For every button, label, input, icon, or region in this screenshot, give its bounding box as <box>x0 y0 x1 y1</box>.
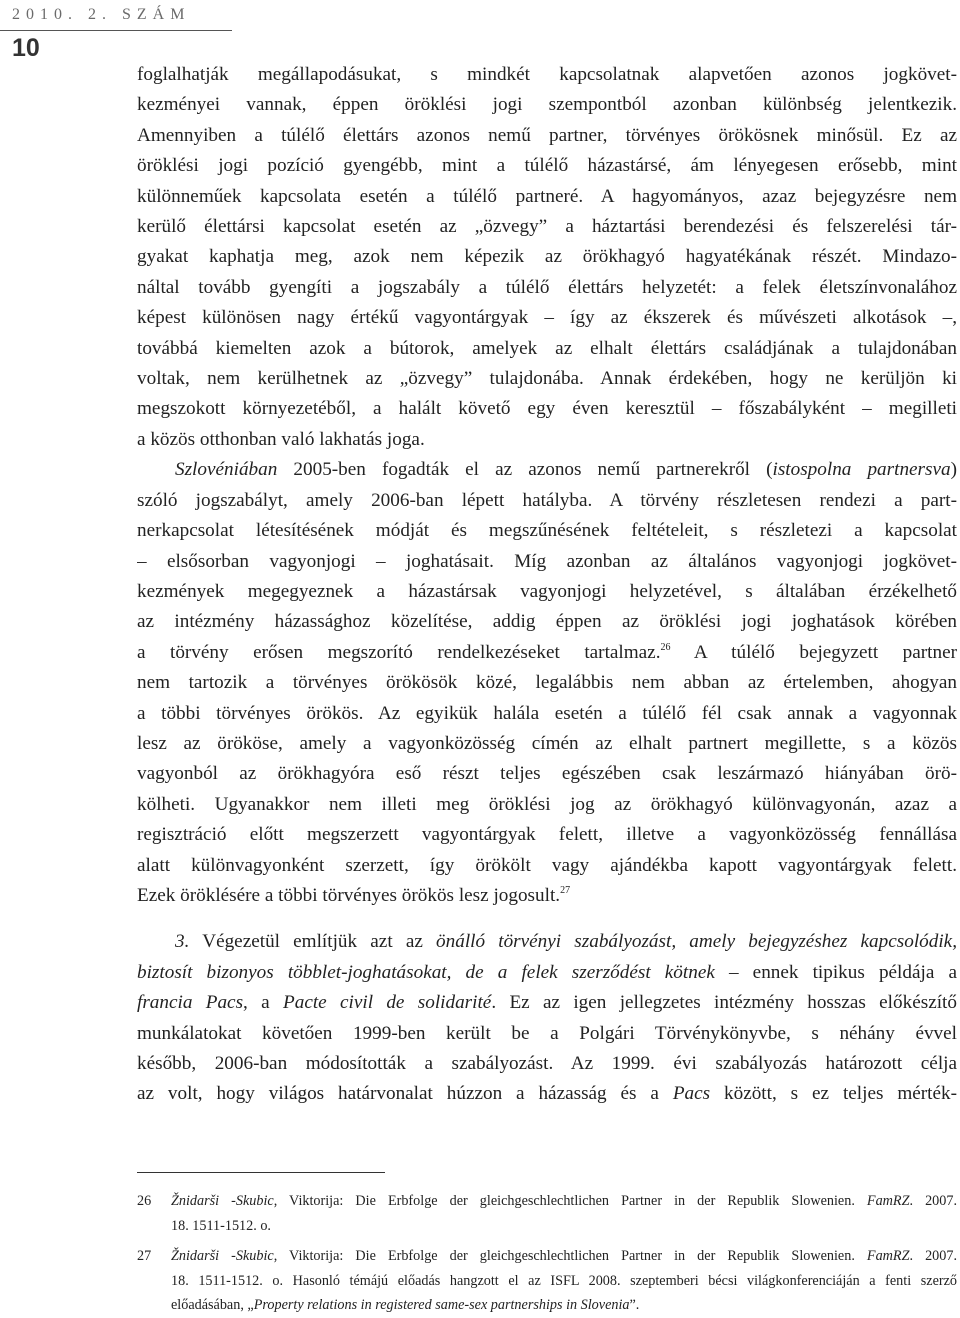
author-name: Žnidarši -Skubic <box>171 1193 274 1209</box>
emphasis: biztosít bizonyos többlet-joghatásokat, de a felek szerződést kötnek <box>137 961 715 983</box>
text-line: a többi törvényes örökös. Az egyikük halála esetén a túlélő fél csak annak a vagyonnak <box>137 702 957 724</box>
text-line: képest különösen nagy értékű vagyontárgyak – így az ékszerek és művészeti alkotások –, <box>137 307 957 329</box>
journal-name: FamRZ <box>866 1248 910 1265</box>
text-run: 2005-ben fogadták el az azonos nemű partnerekről ( <box>277 459 773 481</box>
text-line: nerkapcsolat létesítésének módját és megszűnésének feltételeit, s részletezi a kapcsolat <box>137 520 957 542</box>
text-line: lesz az örököse, amely a vagyonközösség címén az elhalt partnert megillette, s a közös <box>137 732 957 754</box>
footnote-27 <box>137 1244 957 1318</box>
text-run: – ennek tipikus példája a <box>714 961 957 983</box>
text-run: az volt, hogy világos határvonalat húzzon a házasság és a <box>137 1083 673 1105</box>
text-line <box>137 638 957 668</box>
text-run: . Ez az igen jellegzetes intézmény hosszas előkészítő <box>491 992 957 1014</box>
footnote-line <box>171 1293 957 1318</box>
text-run: Végezetül említjük azt az <box>189 931 437 953</box>
text-line <box>137 988 957 1018</box>
presentation-title: Property relations in registered same-sex partnerships in Slovenia <box>253 1297 630 1314</box>
main-text <box>137 60 957 1110</box>
text-run: A túlélő bejegyzett partner <box>670 641 957 663</box>
text-run: ”. <box>629 1297 640 1314</box>
running-head: 2010. 2. SZÁM <box>12 6 191 23</box>
text-line: foglalhatják megállapodásukat, s mindkét kapcsolatnak alapvetően azonos jogkövet- <box>137 64 957 85</box>
text-run: , a <box>243 992 283 1014</box>
paragraph-2 <box>137 455 957 911</box>
text-line: alatt különvagyonként szerzett, így örökölt vagy ajándékba kapott vagyontárgyak felett. <box>137 854 957 876</box>
foreign-term: istospolna partnersva <box>772 459 951 481</box>
text-run: ) <box>950 459 957 481</box>
text-run: . 2007. <box>909 1248 957 1265</box>
emphasis: önálló törvényi szabályozást, amely bejegyzéshez kapcsolódik, <box>436 931 957 953</box>
text-line: kezmények megegyeznek a házastársak vagyonjogi helyzetével, s általában érzékelhető <box>137 580 957 602</box>
paragraph-3 <box>137 927 957 1109</box>
text-run: , Viktorija: Die Erbfolge der gleichgeschlechtlichen Partner in der Republik Slowenien. <box>273 1193 867 1209</box>
footnote-line: 18. 1511-1512. o. <box>171 1217 271 1234</box>
text-run: Ezek öröklésére a többi törvényes örökös lesz jogosult. <box>137 884 561 906</box>
text-line: a közös otthonban való lakhatás joga. <box>137 428 425 450</box>
header-rule <box>0 30 232 31</box>
text-run: , Viktorija: Die Erbfolge der gleichgeschlechtlichen Partner in der Republik Slowenien. <box>273 1248 867 1265</box>
paragraph-gap <box>137 911 957 927</box>
text-run: előadásában, „ <box>171 1297 254 1314</box>
text-line: továbbá kiemelten azok a bútorok, amelyek az elhalt élettárs családjának a tulajdonában <box>137 337 957 359</box>
text-line: munkálatokat követően 1999-ben került be a Polgári Törvénykönyvbe, s néhány évvel <box>137 1022 957 1044</box>
text-line: az intézmény házassághoz közelítése, addig éppen az öröklési jogi joghatások körében <box>137 611 957 633</box>
text-line: szóló jogszabályt, amely 2006-ban lépett hatályba. A törvény részletesen rendezi a part- <box>137 489 957 511</box>
text-run: a törvény erősen megszorító rendelkezéseket tartalmaz. <box>137 641 661 663</box>
text-line: öröklési jogi pozíció gyengébb, mint a túlélő házastársé, ám lényegesen erősebb, mint <box>137 155 957 177</box>
text-line: kerülő élettársi kapcsolat esetén az „özvegy” a háztartási berendezési és felszerelési tár- <box>137 216 957 238</box>
footnote-ref-27[interactable]: 27 <box>560 884 571 896</box>
journal-name: FamRZ <box>866 1193 910 1209</box>
emphasis: Pacs <box>672 1083 711 1105</box>
text-line: nem tartozik a törvényes örökösök közé, legalábbis nem abban az értelemben, ahogyan <box>137 672 957 694</box>
text-line <box>137 927 957 957</box>
footnote-ref-26[interactable]: 26 <box>660 641 671 653</box>
footnote-rule <box>137 1172 385 1173</box>
footnote-number: 27 <box>137 1248 152 1265</box>
footnote-line <box>171 1189 957 1214</box>
page-number: 10 <box>12 34 40 62</box>
text-run: között, s ez teljes mérték- <box>710 1083 957 1105</box>
emphasis: Pacte civil de solidarité <box>283 992 492 1014</box>
text-line: náltal tovább gyengíti a jogszabály a túlélő élettárs helyzetét: a felek életszínvonalához <box>137 276 957 298</box>
text-run: . 2007. <box>909 1193 957 1209</box>
text-line <box>137 455 957 485</box>
paragraph-1 <box>137 60 957 455</box>
text-line: vagyonból az örökhagyóra eső részt teljes egészében csak leszármazó hiányában örö- <box>137 763 957 785</box>
footnote-line: 18. 1511-1512. o. Hasonló témájú előadás hangzott el az ISFL 2008. szeptemberi bécsi világkonferenciáján a fenti szerző <box>171 1272 957 1289</box>
footnote-number: 26 <box>137 1193 152 1209</box>
text-line: voltak, nem kerülhetnek az „özvegy” tulajdonába. Annak érdekében, hogy ne kerüljön ki <box>137 368 957 390</box>
text-line: kölheti. Ugyanakkor nem illeti meg öröklési jog az örökhagyó különvagyonán, azaz a <box>137 793 957 815</box>
text-line <box>137 881 957 911</box>
text-line: – elsősorban vagyonjogi – joghatásait. Míg azonban az általános vagyonjogi jogkövet- <box>137 550 957 572</box>
text-line <box>137 1079 957 1109</box>
text-line: regisztráció előtt megszerzett vagyontárgyak felett, illetve a vagyonközösség fennállása <box>137 824 957 846</box>
author-name: Žnidarši -Skubic <box>171 1248 274 1265</box>
text-line: kezményei vannak, éppen öröklési jogi szempontból azonban különbség jelentkezik. <box>137 94 957 116</box>
text-line: megszokott környezetéből, a halált követő egy éven keresztül – főszabályként – megilleti <box>137 398 957 420</box>
footnotes <box>137 1189 957 1318</box>
emphasis: francia Pacs <box>137 992 244 1014</box>
text-line: később, 2006-ban módosították a szabályozást. Az 1999. évi szabályozás határozott célja <box>137 1053 957 1074</box>
text-line <box>137 958 957 988</box>
footnote-26 <box>137 1189 957 1238</box>
text-line: gyakat kaphatja meg, azok nem képezik az örökhagyó hagyatékának részét. Mindazo- <box>137 246 957 268</box>
footnote-line <box>171 1244 957 1269</box>
text-line: Amennyiben a túlélő élettárs azonos nemű partner, törvényes örökösnek minősül. Ez az <box>137 124 957 146</box>
text-line: különneműek kapcsolata esetén a túlélő partneré. A hagyományos, azaz bejegyzésre nem <box>137 185 957 207</box>
section-number: 3. <box>175 931 190 953</box>
country-name: Szlovéniában <box>175 459 278 481</box>
